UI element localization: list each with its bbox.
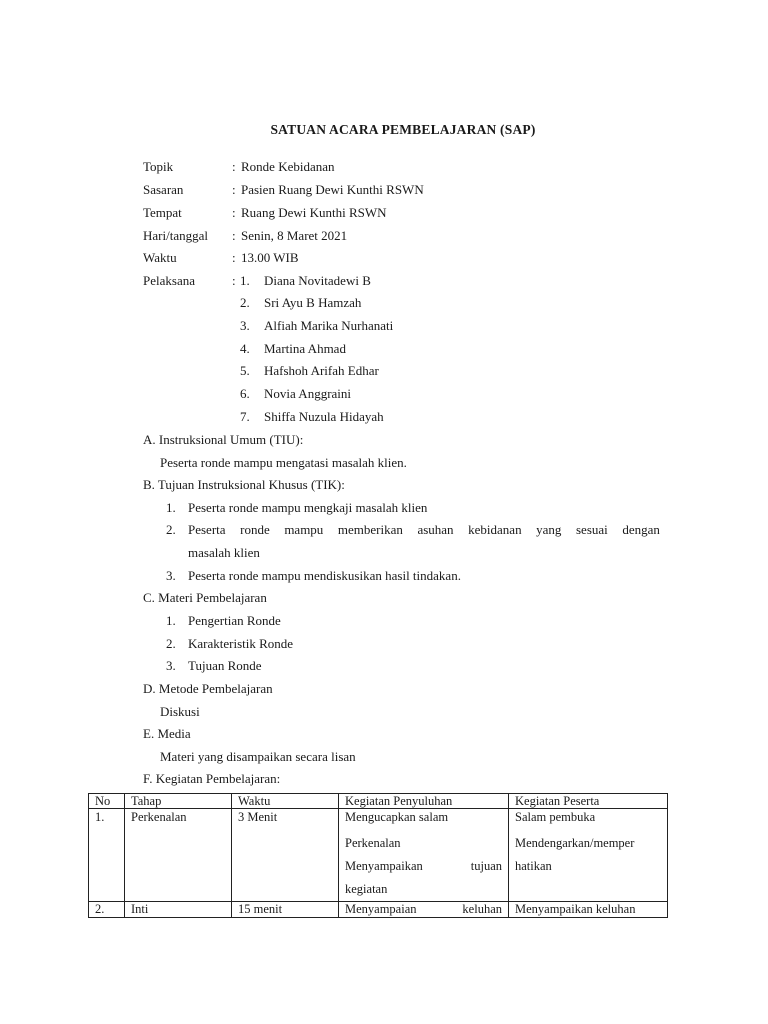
list-number: 2. [166,636,176,651]
cell-line: Salam pembuka [515,810,596,824]
word: Peserta [188,522,226,537]
info-label-sasaran: Sasaran [143,182,184,197]
word: memberikan [337,522,403,537]
word: kebidanan [468,522,522,537]
section-c-heading: C. Materi Pembelajaran [143,590,267,605]
word: mampu [284,522,324,537]
word: asuhan [417,522,454,537]
section-a-text: Peserta ronde mampu mengatasi masalah klien. [160,455,407,470]
cell-kegiatan-penyuluhan [339,809,509,902]
cell-tahap: Inti [125,902,232,918]
word: dengan [622,522,660,537]
cell-line: Mendengarkan/memper [515,836,635,850]
materi-item: Karakteristik Ronde [188,636,294,651]
list-number: 3. [166,658,176,673]
list-number: 7. [240,409,250,424]
info-colon: : [232,273,236,288]
pelaksana-name: Shiffa Nuzula Hidayah [264,409,384,424]
tik-item: Peserta ronde mampu mendiskusikan hasil tindakan. [188,568,461,583]
table-row [89,809,668,902]
info-colon: : [232,182,236,197]
pelaksana-name: Martina Ahmad [264,341,346,356]
word: sesuai [576,522,608,537]
table-header-kegiatan-peserta: Kegiatan Peserta [509,794,668,809]
list-number: 6. [240,386,250,401]
cell-kegiatan-peserta: Menyampaikan keluhan [509,902,668,918]
list-number: 2. [240,295,250,310]
word: Menyampaian [345,902,417,916]
info-colon: : [232,250,236,265]
materi-item: Tujuan Ronde [188,658,262,673]
list-number: 1. [166,500,176,515]
document-title: SATUAN ACARA PEMBELAJARAN (SAP) [270,122,536,137]
list-number: 2. [166,522,176,537]
cell-line [345,855,502,878]
cell-no: 2. [89,902,125,918]
tik-item: Peserta ronde mampu mengkaji masalah klien [188,500,428,515]
info-value-tempat: Ruang Dewi Kunthi RSWN [241,205,387,220]
cell-tahap: Perkenalan [125,809,232,902]
pelaksana-name: Novia Anggraini [264,386,352,401]
list-number: 5. [240,363,250,378]
section-b-heading: B. Tujuan Instruksional Khusus (TIK): [143,477,345,492]
section-f-heading: F. Kegiatan Pembelajaran: [143,771,281,786]
section-d-text: Diskusi [160,704,200,719]
cell-line: Perkenalan [345,836,401,850]
cell-line: Mengucapkan salam [345,810,449,824]
info-colon: : [232,228,236,243]
section-d-heading: D. Metode Pembelajaran [143,681,273,696]
table-header-kegiatan-penyuluhan: Kegiatan Penyuluhan [339,794,509,809]
list-number: 3. [240,318,250,333]
list-number: 1. [166,613,176,628]
cell-kegiatan-peserta [509,809,668,902]
tik-item [188,522,660,538]
tik-item-continuation: masalah klien [188,545,260,560]
cell-line [345,902,502,917]
word: keluhan [462,902,502,916]
materi-item: Pengertian Ronde [188,613,281,628]
list-number: 1. [240,273,250,288]
word: Menyampaikan [345,859,423,873]
list-number: 3. [166,568,176,583]
info-label-tempat: Tempat [143,205,182,220]
cell-line: hatikan [515,859,552,873]
info-label-topik: Topik [143,159,174,174]
word: tujuan [470,859,502,873]
info-label-waktu: Waktu [143,250,177,265]
table-header-tahap: Tahap [125,794,232,809]
table-header-row [89,794,668,809]
pelaksana-name: Diana Novitadewi B [264,273,371,288]
section-e-heading: E. Media [143,726,191,741]
info-value-sasaran: Pasien Ruang Dewi Kunthi RSWN [241,182,424,197]
info-value-hari-tanggal: Senin, 8 Maret 2021 [241,228,348,243]
pelaksana-name: Hafshoh Arifah Edhar [264,363,379,378]
pelaksana-name: Alfiah Marika Nurhanati [264,318,394,333]
cell-kegiatan-penyuluhan [339,902,509,918]
word: yang [536,522,562,537]
cell-no: 1. [89,809,125,902]
cell-line: kegiatan [345,882,388,896]
cell-waktu: 15 menit [232,902,339,918]
info-colon: : [232,159,236,174]
info-colon: : [232,205,236,220]
info-value-waktu: 13.00 WIB [241,250,299,265]
info-label-hari-tanggal: Hari/tanggal [143,228,208,243]
section-e-text: Materi yang disampaikan secara lisan [160,749,356,764]
table-row [89,902,668,918]
pelaksana-name: Sri Ayu B Hamzah [264,295,362,310]
info-value-topik: Ronde Kebidanan [241,159,335,174]
list-number: 4. [240,341,250,356]
table-header-no: No [89,794,125,809]
kegiatan-table [88,793,668,918]
section-a-heading: A. Instruksional Umum (TIU): [143,432,304,447]
word: ronde [240,522,270,537]
cell-waktu: 3 Menit [232,809,339,902]
info-label-pelaksana: Pelaksana [143,273,195,288]
table-header-waktu: Waktu [232,794,339,809]
